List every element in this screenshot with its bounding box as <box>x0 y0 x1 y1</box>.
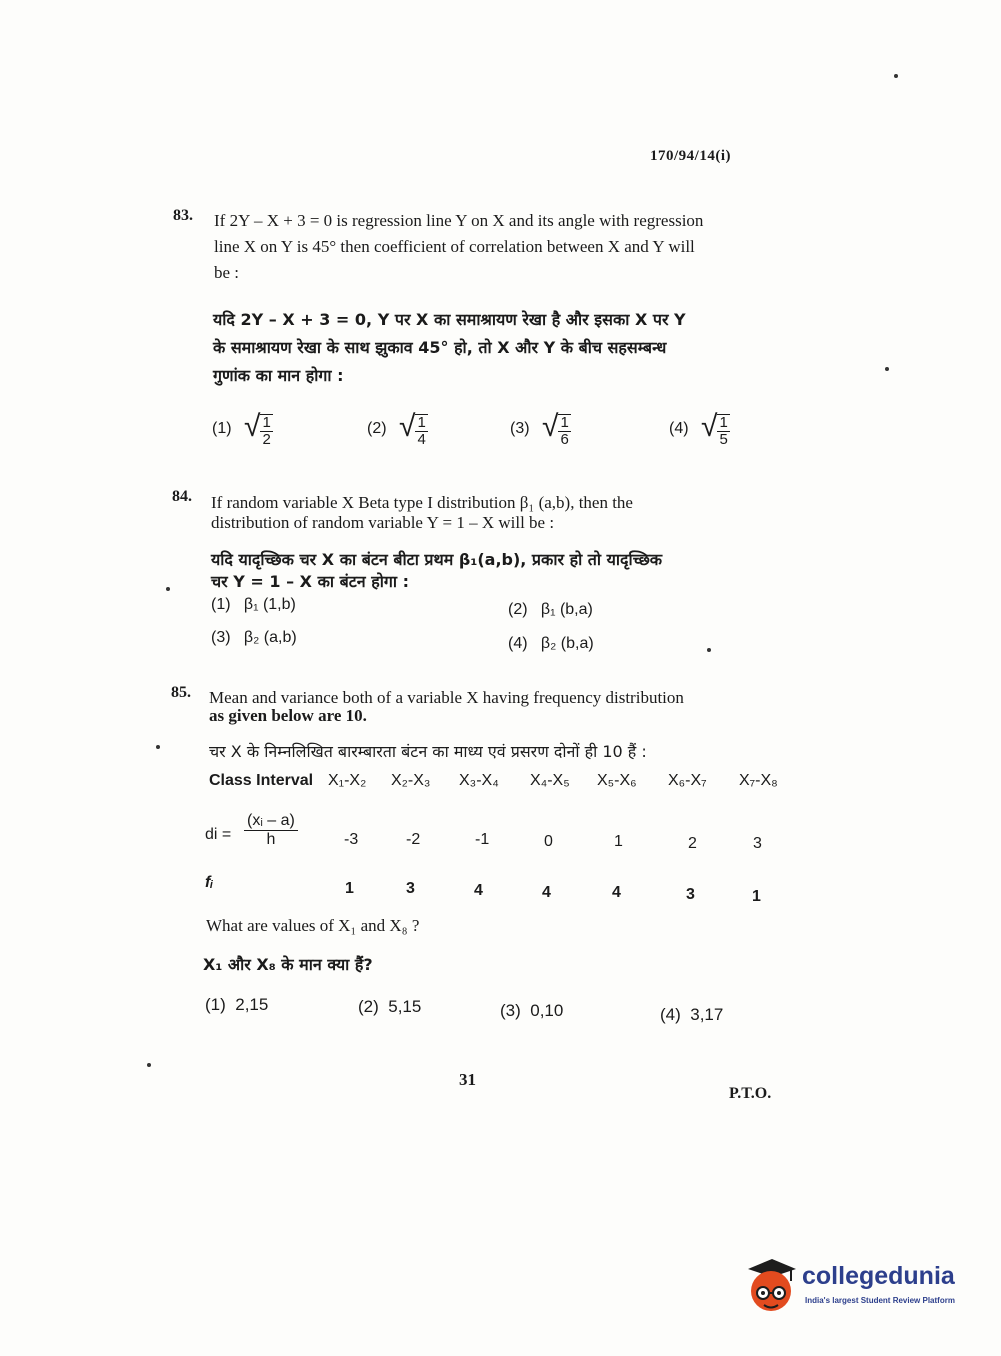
option-2[interactable]: (2) 5,15 <box>358 997 422 1016</box>
question-number: 85. <box>171 684 191 701</box>
table-cell: 1 <box>614 833 623 850</box>
table-cell: X₁-X₂ <box>328 772 367 789</box>
option-2[interactable] <box>367 410 428 448</box>
question-text-en-1: If 2Y – X + 3 = 0 is regression line Y on X and its angle with regression <box>214 211 704 230</box>
pto-label: P.T.O. <box>729 1085 772 1102</box>
question-text-hi-1: चर X के निम्नलिखित बारम्बारता बंटन का माध्य एवं प्रसरण दोनों ही 10 हैं : <box>209 742 647 761</box>
option-3[interactable]: (3) 0,10 <box>500 1001 564 1020</box>
page-number: 31 <box>459 1070 476 1089</box>
option-label: (1) <box>212 420 232 438</box>
option-3[interactable] <box>510 410 571 448</box>
logo-name: collegedunia <box>802 1262 955 1290</box>
question-text-hi-2: के समाश्रायण रेखा के साथ झुकाव 45° हो, तो X और Y के बीच सहसम्बन्ध <box>213 338 667 357</box>
table-cell: X₂-X₃ <box>391 772 431 789</box>
scan-speck <box>707 648 711 652</box>
table-cell: 4 <box>474 882 483 899</box>
question-number: 83. <box>173 207 193 224</box>
question-text-en-1: Mean and variance both of a variable X having frequency distribution <box>209 688 684 707</box>
table-cell: 0 <box>544 833 553 850</box>
scan-speck <box>166 587 170 591</box>
option-4[interactable]: (4) 3,17 <box>660 1005 724 1024</box>
table-cell: X₆-X₇ <box>668 772 707 789</box>
scan-speck <box>894 74 898 78</box>
question-text-hi-1: यदि 2Y – X + 3 = 0, Y पर X का समाश्रायण रेखा है और इसका X पर Y <box>213 310 686 329</box>
question-text-en-1: If random variable X Beta type I distribution β₁ (a,b), then the <box>211 493 633 512</box>
f-label: fᵢ <box>205 874 214 891</box>
di-formula: (xᵢ – a) h <box>244 812 298 849</box>
table-cell: -2 <box>406 831 421 848</box>
question-ask-hi: X₁ और X₈ के मान क्या हैं? <box>203 955 373 974</box>
sqrt-icon: √ $\frac{1}{6}$ <box>542 410 569 448</box>
question-text-en-2: line X on Y is 45° then coefficient of correlation between X and Y will <box>214 237 695 256</box>
option-1[interactable] <box>212 410 273 448</box>
di-label: di = <box>205 826 232 843</box>
sqrt-icon: √ $\frac{1}{5}$ <box>701 410 728 448</box>
paper-code: 170/94/14(i) <box>650 148 731 164</box>
scan-speck <box>885 367 889 371</box>
table-cell: X₇-X₈ <box>739 772 778 789</box>
question-text-en-2: as given below are 10. <box>209 706 367 725</box>
table-cell: -1 <box>475 831 490 848</box>
table-cell: X₄-X₅ <box>530 772 570 789</box>
table-cell: 1 <box>345 880 354 897</box>
table-cell: 4 <box>542 884 551 901</box>
table-cell: X₅-X₆ <box>597 772 637 789</box>
option-label: (2) <box>367 420 387 438</box>
graduate-mascot-icon <box>742 1255 800 1315</box>
question-number: 84. <box>172 488 192 505</box>
option-1[interactable]: (1) 2,15 <box>205 995 269 1014</box>
option-label: (3) <box>510 420 530 438</box>
table-cell: 3 <box>406 880 415 897</box>
table-cell: 1 <box>752 888 761 905</box>
question-text-hi-2: चर Y = 1 – X का बंटन होगा : <box>211 572 410 591</box>
question-text-hi-3: गुणांक का मान होगा : <box>213 366 344 385</box>
question-text-hi-1: यदि यादृच्छिक चर X का बंटन बीटा प्रथम β₁(a,b), प्रकार हो तो यादृच्छिक <box>211 550 663 569</box>
option-3[interactable]: (3) β₂ (a,b) <box>211 629 297 646</box>
sqrt-icon: √ $\frac{1}{2}$ <box>244 410 271 448</box>
option-4[interactable]: (4) β₂ (b,a) <box>508 635 594 652</box>
option-1[interactable]: (1) β₁ (1,b) <box>211 596 296 613</box>
table-cell: -3 <box>344 831 359 848</box>
logo-tagline: India's largest Student Review Platform <box>805 1296 955 1305</box>
option-2[interactable]: (2) β₁ (b,a) <box>508 601 593 618</box>
scan-speck <box>156 745 160 749</box>
scan-speck <box>147 1063 151 1067</box>
table-cell: 2 <box>688 835 697 852</box>
question-ask-en: What are values of X₁ and X₈ ? <box>206 916 420 935</box>
class-interval-label: Class Interval <box>209 772 314 789</box>
table-cell: 4 <box>612 884 621 901</box>
table-cell: 3 <box>753 835 762 852</box>
collegedunia-logo <box>742 1255 800 1320</box>
table-cell: 3 <box>686 886 695 903</box>
question-text-en-3: be : <box>214 263 240 282</box>
option-label: (4) <box>669 420 689 438</box>
question-text-en-2: distribution of random variable Y = 1 – X will be : <box>211 513 555 532</box>
option-4[interactable] <box>669 410 730 448</box>
table-cell: X₃-X₄ <box>459 772 499 789</box>
sqrt-icon: √ $\frac{1}{4}$ <box>399 410 426 448</box>
